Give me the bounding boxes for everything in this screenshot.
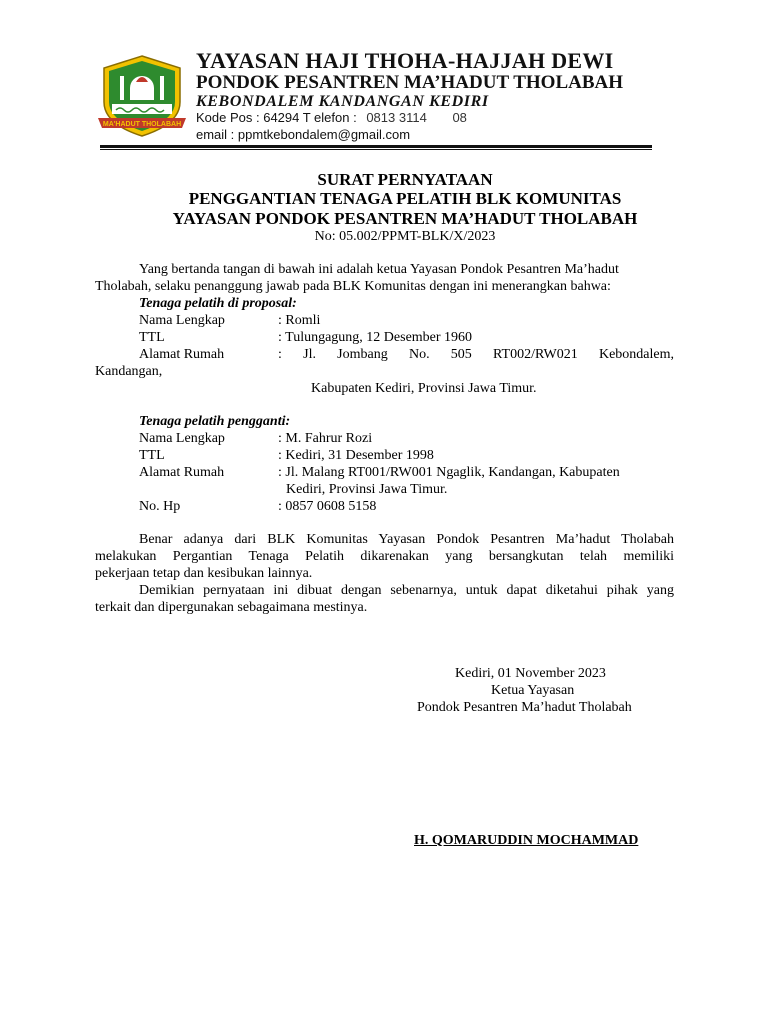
proposal-heading: Tenaga pelatih di proposal: [139, 296, 297, 311]
replacement-heading: Tenaga pelatih pengganti: [139, 414, 291, 429]
letterhead-rule-thin [100, 149, 652, 150]
closing-p1-line-2: melakukan Pergantian Tenaga Pelatih dikarenakan yang bersangkutan telah memiliki [95, 549, 674, 564]
doc-title: SURAT PERNYATAAN [317, 170, 493, 189]
letterhead-foundation-name: YAYASAN HAJI THOHA-HAJJAH DEWI [196, 48, 614, 73]
proposal-address-line-1: : Jl. Jombang No. 505 RT002/RW021 Kebondalem, [278, 347, 674, 362]
replacement-phone-value: : 0857 0608 5158 [278, 499, 377, 514]
replacement-ttl-label: TTL [139, 448, 165, 463]
replacement-address-line-2: Kediri, Provinsi Jawa Timur. [286, 482, 448, 497]
letterhead-address: KEBONDALEM KANDANGAN KEDIRI [196, 93, 489, 110]
proposal-ttl-label: TTL [139, 330, 165, 345]
intro-line-2: Tholabah, selaku penanggung jawab pada BLK Komunitas dengan ini menerangkan bahwa: [95, 279, 611, 294]
intro-line-1: Yang bertanda tangan di bawah ini adalah ketua Yayasan Pondok Pesantren Ma’hadut [139, 262, 619, 277]
doc-subtitle-org: YAYASAN PONDOK PESANTREN MA’HADUT THOLABAH [172, 209, 638, 228]
replacement-phone-label: No. Hp [139, 499, 181, 514]
replacement-name-label: Nama Lengkap [139, 431, 225, 446]
doc-subtitle: PENGGANTIAN TENAGA PELATIH BLK KOMUNITAS [188, 189, 622, 208]
proposal-address-line-3: Kabupaten Kediri, Provinsi Jawa Timur. [311, 381, 537, 396]
replacement-address-line-1: : Jl. Malang RT001/RW001 Ngaglik, Kandangan, Kabupaten [278, 465, 620, 480]
foundation-logo [96, 52, 188, 140]
doc-number: No: 05.002/PPMT-BLK/X/2023 [314, 229, 496, 244]
letterhead-contact [196, 110, 467, 125]
proposal-name-value: : Romli [278, 313, 321, 328]
signature-role: Ketua Yayasan [491, 683, 575, 698]
signature-org: Pondok Pesantren Ma’hadut Tholabah [417, 700, 632, 715]
signer-name: H. QOMARUDDIN MOCHAMMAD [414, 833, 639, 848]
proposal-name-label: Nama Lengkap [139, 313, 225, 328]
proposal-address-line-2: Kandangan, [95, 364, 163, 379]
letterhead-email: email : ppmtkebondalem@gmail.com [196, 127, 411, 142]
replacement-ttl-value: : Kediri, 31 Desember 1998 [278, 448, 434, 463]
closing-p1-line-3: pekerjaan tetap dan kesibukan lainnya. [95, 566, 313, 581]
letterhead-school-name: PONDOK PESANTREN MA’HADUT THOLABAH [196, 72, 624, 93]
signature-place-date: Kediri, 01 November 2023 [455, 666, 606, 681]
contact-prefix: Kode Pos : 64294 T elefon : [196, 110, 357, 125]
phone-2: 08 [452, 110, 467, 125]
closing-p2-line-1: Demikian pernyataan ini dibuat dengan sebenarnya, untuk dapat diketahui pihak yang [139, 583, 674, 598]
closing-p2-line-2: terkait dan dipergunakan sebagaimana mestinya. [95, 600, 368, 615]
letterhead-rule [100, 145, 652, 148]
proposal-address-label: Alamat Rumah [139, 347, 225, 362]
replacement-address-label: Alamat Rumah [139, 465, 225, 480]
closing-p1-line-1: Benar adanya dari BLK Komunitas Yayasan Pondok Pesantren Ma’hadut Tholabah [139, 532, 674, 547]
replacement-name-value: : M. Fahrur Rozi [278, 431, 373, 446]
logo-text: MA'HADUT THOLABAH [102, 121, 182, 128]
phone-1: 0813 3114 [366, 110, 427, 125]
proposal-ttl-value: : Tulungagung, 12 Desember 1960 [278, 330, 473, 345]
